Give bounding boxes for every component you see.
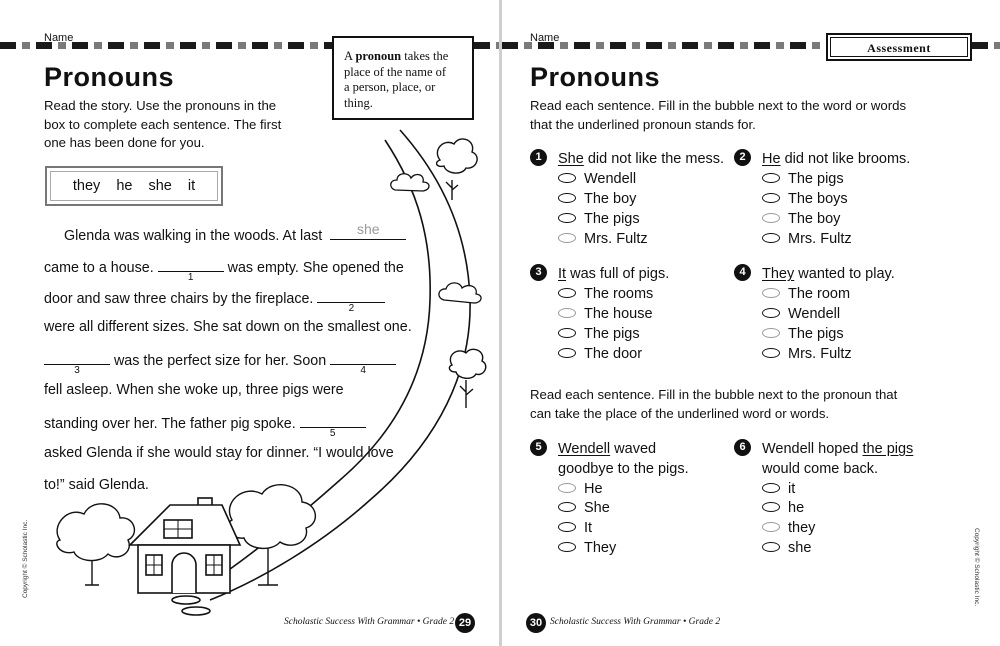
- answer-option[interactable]: [762, 209, 840, 229]
- option-label: Mrs. Fultz: [584, 231, 648, 247]
- bubble-icon[interactable]: [558, 328, 576, 338]
- copyright: Copyright © Scholastic Inc.: [22, 519, 29, 598]
- bubble-icon[interactable]: [762, 328, 780, 338]
- underlined-word: They: [762, 266, 795, 282]
- question-rest: did not like brooms.: [780, 151, 911, 167]
- option-label: The pigs: [788, 326, 844, 342]
- question-text: [762, 264, 895, 284]
- definition-text: a person, place, or: [344, 80, 436, 94]
- bubble-icon[interactable]: [558, 213, 576, 223]
- answer-option[interactable]: [558, 284, 653, 304]
- story-text: came to a house.: [44, 260, 154, 276]
- bubble-icon[interactable]: [762, 308, 780, 318]
- bubble-icon[interactable]: [762, 233, 780, 243]
- pronoun-word: it: [187, 178, 196, 194]
- pronoun-word: he: [116, 178, 133, 194]
- blank-number: 5: [329, 428, 336, 439]
- question-text: [762, 149, 910, 169]
- cloud-icon: [391, 174, 481, 303]
- instruction-line: can take the place of the underlined word or words.: [530, 405, 830, 421]
- underlined-word: It: [558, 266, 567, 282]
- bubble-icon[interactable]: [558, 522, 576, 532]
- instruction-line: Read each sentence. Fill in the bubble next to the word or words: [530, 98, 907, 113]
- page-number: 29: [455, 613, 475, 633]
- bubble-icon[interactable]: [558, 348, 576, 358]
- option-label: Mrs. Fultz: [788, 231, 852, 247]
- blank-number: 1: [187, 272, 194, 283]
- question-rest: did not like the mess.: [583, 151, 725, 167]
- story-text: was the perfect size for her. Soon: [113, 353, 327, 369]
- question-text: [558, 439, 656, 459]
- bubble-icon[interactable]: [558, 288, 576, 298]
- story-text: standing over her. The father pig spoke.: [44, 416, 296, 432]
- option-label: Wendell: [584, 171, 637, 187]
- option-label: The room: [788, 286, 851, 302]
- page-title: Pronouns: [44, 62, 174, 92]
- blank-number: 4: [360, 365, 366, 376]
- bubble-icon[interactable]: [558, 502, 576, 512]
- bubble-icon[interactable]: [558, 193, 576, 203]
- option-label: He: [584, 481, 603, 497]
- question-rest: wanted to play.: [794, 266, 895, 282]
- answer-option[interactable]: [762, 479, 795, 499]
- story-text: was empty. She opened the: [227, 260, 404, 276]
- name-label: Name: [44, 32, 74, 44]
- question-number: 6: [734, 439, 751, 456]
- answer-option[interactable]: [762, 518, 815, 538]
- question-text: [762, 439, 913, 459]
- underlined-word: She: [558, 151, 584, 167]
- answer-option[interactable]: [558, 538, 616, 558]
- option-label: It: [584, 520, 593, 536]
- option-label: The boys: [788, 191, 848, 207]
- underlined-word: He: [762, 151, 781, 167]
- question-number: 2: [734, 149, 751, 166]
- story-text: to!” said Glenda.: [44, 477, 149, 493]
- instructions: [530, 97, 906, 134]
- option-label: The house: [584, 306, 653, 322]
- question-rest: waved: [610, 441, 657, 457]
- answer-option[interactable]: [558, 479, 603, 499]
- bubble-icon[interactable]: [762, 483, 780, 493]
- story-text: asked Glenda if she would stay for dinner. “I would love: [44, 445, 394, 461]
- instruction-line: that the underlined pronoun stands for.: [530, 116, 756, 132]
- instruction-line: Read the story. Use the pronouns in the: [44, 98, 277, 113]
- answer-option[interactable]: [558, 209, 640, 229]
- answer-option[interactable]: [762, 498, 804, 518]
- option-label: they: [788, 520, 816, 536]
- question-number: 5: [530, 439, 547, 456]
- option-label: he: [788, 500, 805, 516]
- answer-option[interactable]: [558, 189, 636, 209]
- answer-option[interactable]: [558, 498, 610, 518]
- underlined-word: the pigs: [862, 441, 914, 457]
- bubble-icon[interactable]: [762, 288, 780, 298]
- instructions: [530, 386, 897, 423]
- question-text: [558, 264, 669, 284]
- instruction-line: Read each sentence. Fill in the bubble next to the pronoun that: [530, 387, 898, 402]
- option-label: The door: [584, 346, 643, 362]
- answer-option[interactable]: [762, 344, 852, 364]
- question-text-line2: goodbye to the pigs.: [558, 461, 689, 477]
- pronoun-word: they: [72, 178, 101, 194]
- assessment-label: Assessment: [830, 37, 968, 57]
- answer-option[interactable]: [762, 189, 848, 209]
- question-number: 3: [530, 264, 547, 281]
- bubble-icon[interactable]: [762, 213, 780, 223]
- bubble-icon[interactable]: [762, 173, 780, 183]
- footer-text: Scholastic Success With Grammar • Grade 2: [550, 617, 721, 627]
- bubble-icon[interactable]: [558, 233, 576, 243]
- option-label: she: [788, 540, 812, 556]
- underlined-word: Wendell: [558, 441, 611, 457]
- bubble-icon[interactable]: [762, 522, 780, 532]
- bubble-icon[interactable]: [558, 542, 576, 552]
- option-label: The rooms: [584, 286, 654, 302]
- definition-text: place of the name of: [344, 64, 447, 79]
- bubble-icon[interactable]: [558, 173, 576, 183]
- copyright: Copyright © Scholastic Inc.: [973, 528, 980, 607]
- instruction-line: one has been done for you.: [44, 135, 205, 150]
- answer-option[interactable]: [558, 229, 648, 249]
- header-rule: [972, 42, 1000, 49]
- question-text-line2: would come back.: [762, 461, 879, 477]
- answer-option[interactable]: [558, 304, 653, 324]
- bubble-icon[interactable]: [762, 502, 780, 512]
- tree-icon: [449, 349, 485, 408]
- answer-option[interactable]: [558, 169, 636, 189]
- name-label: Name: [530, 32, 560, 44]
- answer-option[interactable]: [558, 324, 640, 344]
- blank-number: 3: [74, 365, 80, 376]
- answer-option[interactable]: [762, 284, 850, 304]
- tree-icon: [57, 504, 135, 585]
- option-label: The pigs: [584, 211, 640, 227]
- option-label: The pigs: [584, 326, 640, 342]
- blank-number: 2: [348, 303, 355, 314]
- answer-option[interactable]: [558, 344, 642, 364]
- option-label: it: [788, 481, 796, 497]
- pronoun-word: she: [148, 178, 172, 194]
- page-number: 30: [526, 613, 546, 633]
- option-label: She: [584, 500, 610, 516]
- example-answer: she: [356, 221, 380, 237]
- assessment-badge: [826, 33, 972, 61]
- instruction-line: box to complete each sentence. The first: [44, 116, 282, 132]
- answer-option[interactable]: [762, 538, 811, 558]
- option-label: Wendell: [788, 306, 841, 322]
- page-title: Pronouns: [530, 62, 660, 92]
- answer-option[interactable]: [762, 324, 844, 344]
- story-text: Glenda was walking in the woods. At last: [64, 228, 323, 244]
- house-icon: [130, 498, 240, 615]
- question-number: 4: [734, 264, 751, 281]
- right-page: [502, 0, 1000, 646]
- bubble-icon[interactable]: [558, 483, 576, 493]
- answer-option[interactable]: [558, 518, 592, 538]
- story-text: were all different sizes. She sat down on the smallest one.: [44, 319, 412, 335]
- question-pre: Wendell hoped: [762, 441, 863, 457]
- footer-text: Scholastic Success With Grammar • Grade 2: [284, 617, 455, 627]
- option-label: The pigs: [788, 171, 844, 187]
- bubble-icon[interactable]: [762, 542, 780, 552]
- question-text: [558, 149, 724, 169]
- bubble-icon[interactable]: [762, 348, 780, 358]
- story-text: fell asleep. When she woke up, three pigs were: [44, 382, 344, 398]
- option-label: Mrs. Fultz: [788, 346, 852, 362]
- bubble-icon[interactable]: [762, 193, 780, 203]
- bubble-icon[interactable]: [558, 308, 576, 318]
- story-text: door and saw three chairs by the fireplace.: [44, 291, 314, 307]
- option-label: They: [584, 540, 617, 556]
- option-label: The boy: [584, 191, 637, 207]
- definition-text: A: [344, 49, 356, 63]
- answer-option[interactable]: [762, 169, 844, 189]
- answer-option[interactable]: [762, 229, 852, 249]
- question-number: 1: [530, 149, 547, 166]
- definition-text: takes the: [401, 49, 449, 63]
- question-rest: was full of pigs.: [566, 266, 670, 282]
- answer-option[interactable]: [762, 304, 840, 324]
- definition-term: pronoun: [355, 49, 402, 63]
- definition-text: thing.: [344, 95, 373, 110]
- option-label: The boy: [788, 211, 841, 227]
